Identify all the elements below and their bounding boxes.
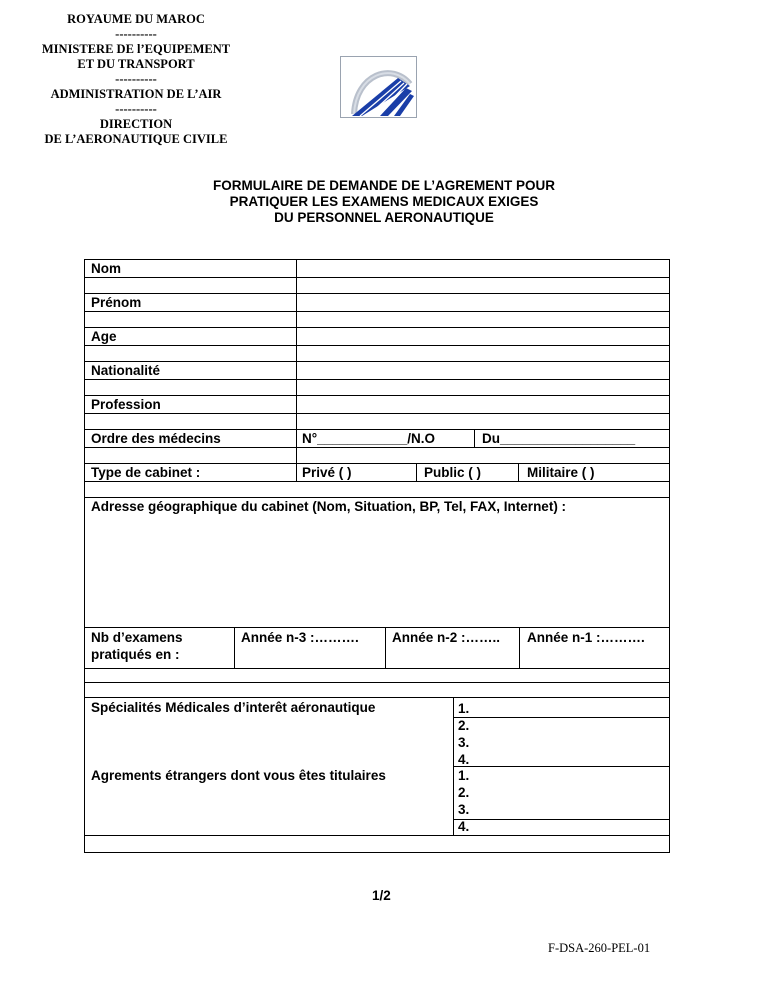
agrement-item[interactable]: 1. — [458, 768, 470, 783]
row-line — [84, 429, 670, 430]
header-line: DE L’AERONAUTIQUE CIVILE — [44, 132, 228, 146]
column-divider — [234, 627, 235, 668]
agrement-item[interactable]: 3. — [458, 802, 470, 817]
row-line — [84, 668, 670, 669]
ordre-number-field[interactable]: N°____________/N.O — [302, 431, 435, 446]
row-line — [84, 682, 670, 683]
specialite-item[interactable]: 4. — [458, 752, 470, 767]
header-line: DIRECTION — [99, 117, 173, 131]
row-line — [84, 447, 670, 448]
column-divider — [453, 697, 454, 835]
column-divider — [385, 627, 386, 668]
adresse-field[interactable] — [85, 517, 669, 627]
column-divider — [474, 429, 475, 447]
table-border — [84, 852, 670, 853]
ordre-medecins-label: Ordre des médecins — [91, 431, 221, 446]
table-border — [84, 259, 670, 260]
nb-examens-label: Nb d’examens — [91, 630, 183, 645]
annee-n2-field[interactable]: Année n-2 :…….. — [392, 630, 501, 645]
title-line: FORMULAIRE DE DEMANDE DE L’AGREMENT POUR — [212, 178, 555, 193]
adresse-label: Adresse géographique du cabinet (Nom, Situation, BP, Tel, FAX, Internet) : — [91, 499, 567, 514]
agrement-item[interactable]: 4. — [458, 819, 470, 834]
form-title — [150, 178, 618, 226]
form-code: F-DSA-260-PEL-01 — [548, 941, 651, 955]
specialite-item[interactable]: 2. — [458, 718, 470, 733]
header-line: ET DU TRANSPORT — [77, 57, 195, 71]
agrement-item[interactable]: 2. — [458, 785, 470, 800]
agrements-label: Agrements étrangers dont vous êtes titulaires — [91, 768, 386, 783]
table-border — [669, 259, 670, 853]
row-line — [84, 697, 670, 698]
row-line — [84, 627, 670, 628]
prenom-label: Prénom — [91, 295, 142, 310]
specialite-item[interactable]: 3. — [458, 735, 470, 750]
column-divider — [416, 463, 417, 481]
specialite-item[interactable]: 1. — [458, 701, 470, 716]
list-line — [453, 766, 670, 767]
header-line: MINISTERE DE l’EQUIPEMENT — [41, 42, 231, 56]
ordre-date-field[interactable]: Du__________________ — [482, 431, 636, 446]
cabinet-type-label: Type de cabinet : — [91, 465, 201, 480]
specialites-label: Spécialités Médicales d’interêt aéronautique — [91, 700, 376, 715]
header-line: ADMINISTRATION DE L’AIR — [50, 87, 222, 101]
title-line: PRATIQUER LES EXAMENS MEDICAUX EXIGES — [229, 194, 539, 209]
list-line — [453, 717, 670, 718]
column-divider — [296, 259, 297, 481]
row-line — [84, 379, 670, 380]
column-divider — [519, 627, 520, 668]
row-line — [84, 311, 670, 312]
header-separator: ---------- — [115, 27, 157, 41]
row-line — [84, 835, 670, 836]
row-line — [84, 361, 670, 362]
cabinet-militaire-option[interactable]: Militaire ( ) — [527, 465, 595, 480]
nom-label: Nom — [91, 261, 121, 276]
age-label: Age — [91, 329, 117, 344]
annee-n3-field[interactable]: Année n-3 :………. — [241, 630, 359, 645]
airport-runway-logo-icon — [340, 56, 417, 118]
administration-header — [30, 12, 242, 147]
row-line — [84, 395, 670, 396]
row-line — [84, 481, 670, 482]
cabinet-prive-option[interactable]: Privé ( ) — [302, 465, 352, 480]
row-line — [84, 345, 670, 346]
column-divider — [518, 463, 519, 481]
row-line — [84, 327, 670, 328]
row-line — [84, 293, 670, 294]
profession-label: Profession — [91, 397, 161, 412]
nationalite-label: Nationalité — [91, 363, 161, 378]
header-separator: ---------- — [115, 72, 157, 86]
header-separator: ---------- — [115, 102, 157, 116]
title-line: DU PERSONNEL AERONAUTIQUE — [274, 210, 494, 225]
nb-examens-label: pratiqués en : — [91, 647, 180, 662]
header-line: ROYAUME DU MAROC — [67, 12, 205, 26]
annee-n1-field[interactable]: Année n-1 :………. — [527, 630, 645, 645]
list-line — [453, 819, 670, 820]
row-line — [84, 497, 670, 498]
row-line — [84, 463, 670, 464]
page-number: 1/2 — [372, 888, 391, 903]
row-line — [84, 277, 670, 278]
row-line — [84, 413, 670, 414]
cabinet-public-option[interactable]: Public ( ) — [424, 465, 481, 480]
